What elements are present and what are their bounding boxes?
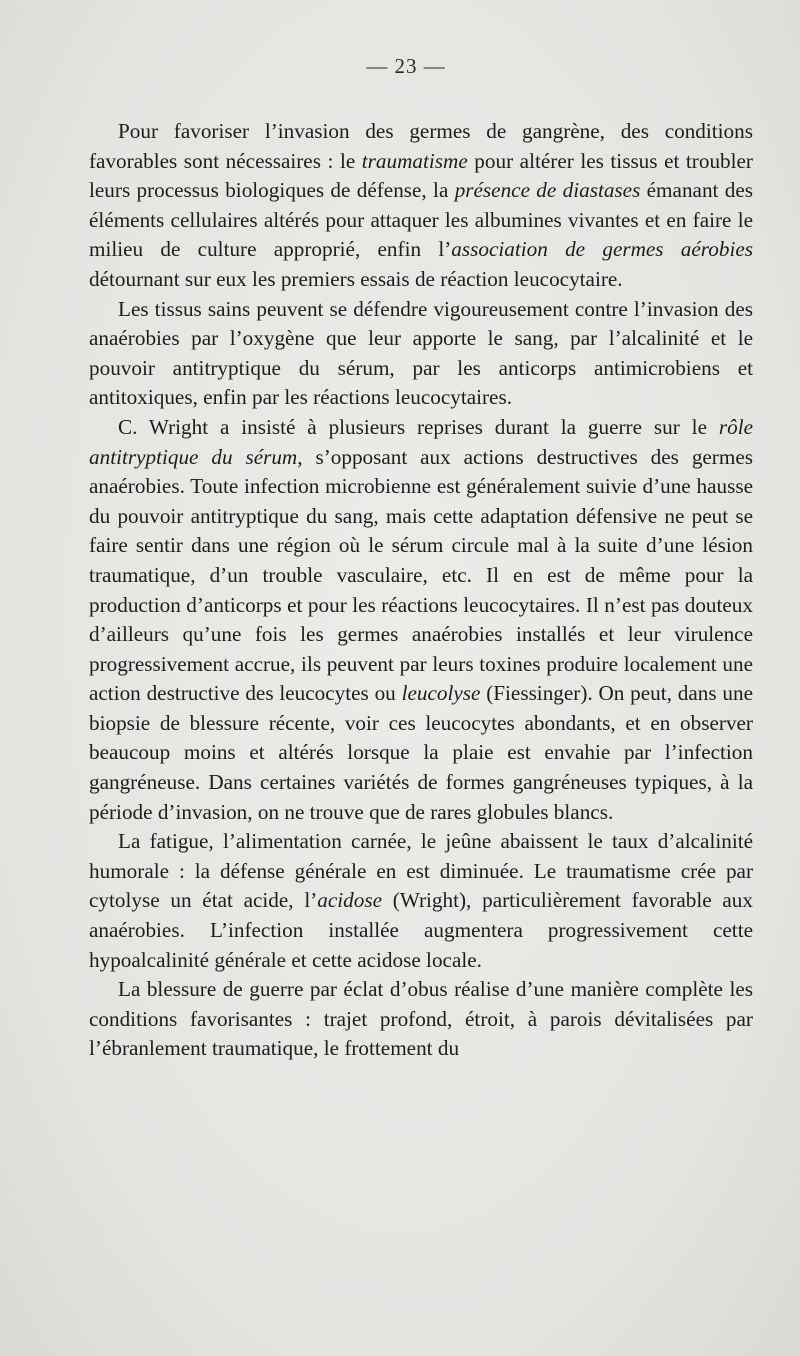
italic-run: association de germes aérobies xyxy=(451,237,753,262)
text-run: Pour favoriser l’invasion des germes de gangrène, des conditions favorables sont nécessaires : le xyxy=(89,119,753,173)
text-run: La blessure de guerre par éclat d’obus réalise d’une manière complète les conditions favorisantes : trajet profond, étroit, à parois dévitalisées par l’ébranlement traumatique, le frottement du xyxy=(89,977,753,1061)
italic-run: leucolyse xyxy=(401,681,481,706)
text-run: détournant sur eux les premiers essais de réaction leucocytaire. xyxy=(89,266,623,291)
paragraph xyxy=(89,827,753,975)
italic-run: présence de diastases xyxy=(454,178,641,203)
text-run: Les tissus sains peuvent se défendre vigoureusement contre l’invasion des anaérobies par l’oxygène que leur apporte le sang, par l’alcalinité et le pouvoir antitryptique du sérum, par les anticorps antimicrobiens et antitoxiques, enfin par les réactions leucocytaires. xyxy=(89,296,753,410)
text-run: (Fiessinger). On peut, dans une biopsie de blessure récente, voir ces leucocytes abondants, et en observer beaucoup moins et altérés lorsque la plaie est envahie par l’infection gangréneuse. Dans certaines variétés de formes gangréneuses typiques, à la période d’invasion, on ne trouve que de rares globules blancs. xyxy=(89,681,753,824)
italic-run: acidose xyxy=(317,888,383,913)
text-run: (Wright), particulièrement favorable aux anaérobies. L’infection installée augmentera progressivement cette hypoalcalinité générale et cette acidose locale. xyxy=(89,888,753,972)
text-run: La fatigue, l’alimentation carnée, le jeûne abaissent le taux d’alcalinité humorale : la défense générale en est diminuée. Le traumatisme crée par cytolyse un état acide, l’ xyxy=(89,829,753,913)
italic-run: rôle antitryptique du sérum xyxy=(89,414,753,469)
page-number: — 23 — xyxy=(366,54,446,78)
paragraph xyxy=(89,413,753,827)
paragraph xyxy=(89,117,753,295)
body-text xyxy=(89,117,753,1064)
text-run: pour altérer les tissus et troubler leurs processus biologiques de défense, la xyxy=(89,148,753,203)
text-run: émanant des éléments cellulaires altérés pour attaquer les albumines vivantes et en faire le milieu de culture approprié, enfin l’ xyxy=(89,178,753,262)
paragraph xyxy=(89,295,753,413)
text-run: , s’opposant aux actions destructives des germes anaérobies. Toute infection microbienne est généralement suivie d’une hausse du pouvoir antitryptique du sang, mais cette adaptation défensive ne peut se faire sentir dans une région où le sérum circule mal à la suite d’une lésion traumatique, d’un trouble vasculaire, etc. Il en est de même pour la production d’anticorps et pour les réactions leucocytaires. Il n’est pas douteux d’ailleurs qu’une fois les germes anaérobies installés et leur virulence progressivement accrue, ils peuvent par leurs toxines produire localement une action destructive des leucocytes ou xyxy=(89,444,753,706)
italic-run: traumatisme xyxy=(361,148,468,173)
paragraph xyxy=(89,975,753,1064)
text-run: C. Wright a insisté à plusieurs reprises durant la guerre sur le xyxy=(118,414,719,439)
